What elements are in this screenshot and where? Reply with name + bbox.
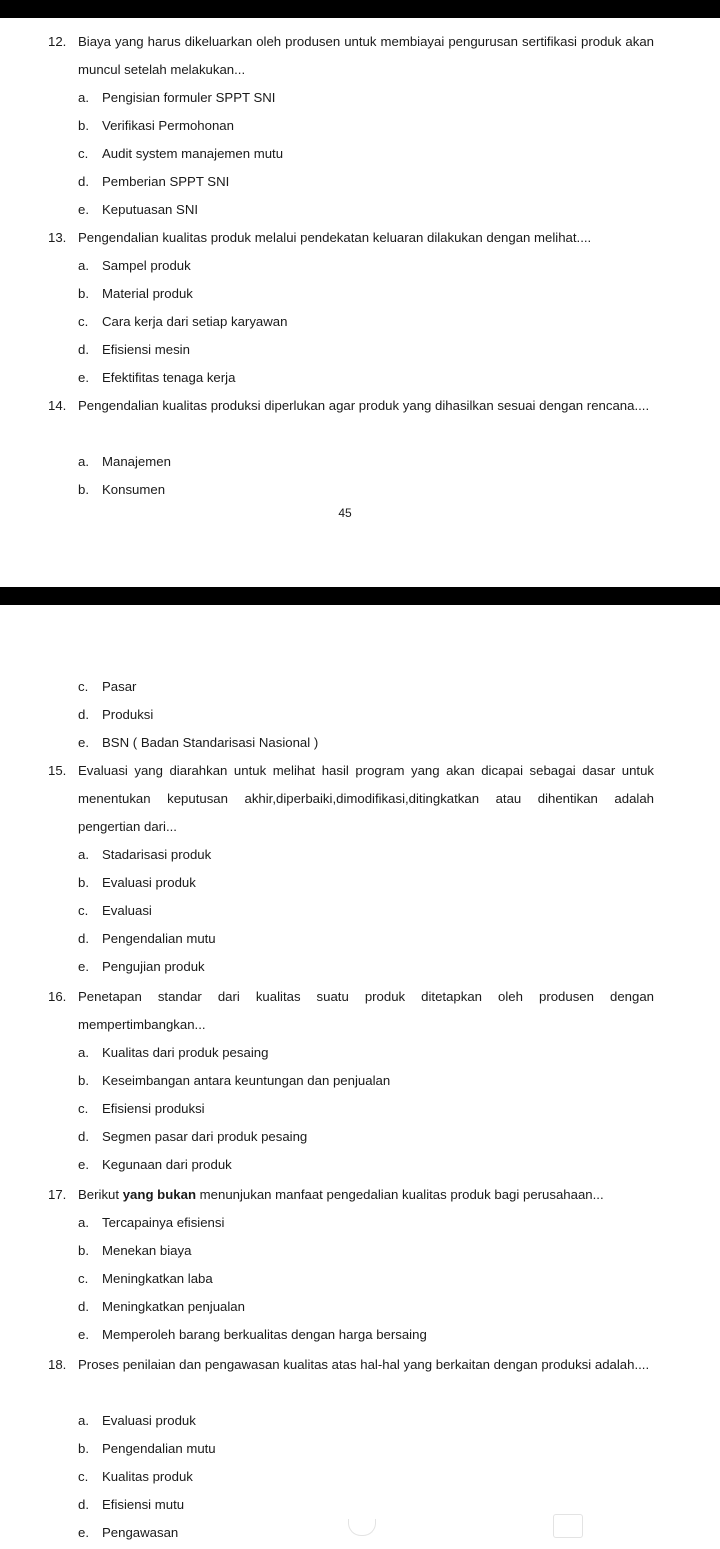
option-17e: e. Memperoleh barang berkualitas dengan harga bersaing <box>78 1327 427 1342</box>
question-17 <box>48 1181 654 1209</box>
option-17d: d. Meningkatkan penjualan <box>78 1299 245 1314</box>
question-text: Pengendalian kualitas produksi diperlukan agar produk yang dihasilkan sesuai dengan rencana.... <box>78 398 650 413</box>
option-12c: c. Audit system manajemen mutu <box>78 146 284 161</box>
option-12e: e. Keputuasan SNI <box>78 202 199 217</box>
page-46 <box>0 605 720 1549</box>
page-number: 45 <box>338 506 352 520</box>
option-18b: b. Pengendalian mutu <box>78 1441 216 1456</box>
option-16a: a. Kualitas dari produk pesaing <box>78 1045 269 1060</box>
option-17b: b. Menekan biaya <box>78 1243 192 1258</box>
option-16c: c. Efisiensi produksi <box>78 1101 205 1116</box>
option-15a: a. Stadarisasi produk <box>78 847 212 862</box>
option-12a: a. Pengisian formuler SPPT SNI <box>78 90 276 105</box>
option-13d: d. Efisiensi mesin <box>78 342 190 357</box>
option-12d: d. Pemberian SPPT SNI <box>78 174 230 189</box>
question-number: 16. <box>48 989 67 1004</box>
option-13a: a. Sampel produk <box>78 258 191 273</box>
question-text: Pengendalian kualitas produk melalui pendekatan keluaran dilakukan dengan melihat.... <box>78 230 592 245</box>
emphasis-text: yang bukan <box>122 1187 196 1202</box>
option-15e: e. Pengujian produk <box>78 959 205 974</box>
option-15d: d. Pengendalian mutu <box>78 931 216 946</box>
option-17c: c. Meningkatkan laba <box>78 1271 213 1286</box>
top-black-bar <box>0 0 720 18</box>
option-13e: e. Efektifitas tenaga kerja <box>78 370 236 385</box>
option-16b: b. Keseimbangan antara keuntungan dan penjualan <box>78 1073 391 1088</box>
question-number: 18. <box>48 1357 67 1372</box>
option-13c: c. Cara kerja dari setiap karyawan <box>78 314 288 329</box>
option-14e: e. BSN ( Badan Standarisasi Nasional ) <box>78 735 319 750</box>
option-14a: a. Manajemen <box>78 454 171 469</box>
option-13b: b. Material produk <box>78 286 193 301</box>
question-text: Evaluasi yang diarahkan untuk melihat hasil program yang akan dicapai sebagai dasar untuk menentukan keputusan akhir,diperbaiki,dimodifikasi,ditingkatkan atau dihentikan adalah pengertian dari... <box>78 763 654 834</box>
option-12b: b. Verifikasi Permohonan <box>78 118 234 133</box>
question-number: 13. <box>48 230 67 245</box>
faint-overlay-mark <box>553 1514 583 1538</box>
question-18 <box>48 1351 654 1379</box>
question-text: Berikut yang bukan menunjukan manfaat pengedalian kualitas produk bagi perusahaan... <box>78 1187 604 1202</box>
question-number: 15. <box>48 763 67 778</box>
option-15b: b. Evaluasi produk <box>78 875 196 890</box>
question-13 <box>48 224 654 252</box>
question-16 <box>48 983 654 1039</box>
option-18c: c. Kualitas produk <box>78 1469 193 1484</box>
option-18d: d. Efisiensi mutu <box>78 1497 185 1512</box>
page-separator-bar <box>0 587 720 605</box>
option-14d: d. Produksi <box>78 707 154 722</box>
question-number: 14. <box>48 398 67 413</box>
question-number: 17. <box>48 1187 67 1202</box>
question-text: Biaya yang harus dikeluarkan oleh produsen untuk membiayai pengurusan sertifikasi produk akan muncul setelah melakukan... <box>78 34 654 77</box>
option-18e: e. Pengawasan <box>78 1525 179 1540</box>
page-45 <box>0 18 720 587</box>
question-text: Penetapan standar dari kualitas suatu produk ditetapkan oleh produsen dengan mempertimbangkan... <box>78 989 654 1032</box>
option-14c: c. Pasar <box>78 679 137 694</box>
question-text: Proses penilaian dan pengawasan kualitas atas hal-hal yang berkaitan dengan produksi adalah.... <box>78 1357 650 1372</box>
question-15 <box>48 757 654 841</box>
question-14 <box>48 392 654 420</box>
option-16d: d. Segmen pasar dari produk pesaing <box>78 1129 308 1144</box>
option-17a: a. Tercapainya efisiensi <box>78 1215 225 1230</box>
option-14b: b. Konsumen <box>78 482 166 497</box>
option-15c: c. Evaluasi <box>78 903 152 918</box>
option-16e: e. Kegunaan dari produk <box>78 1157 232 1172</box>
option-18a: a. Evaluasi produk <box>78 1413 196 1428</box>
question-12 <box>48 28 654 84</box>
question-number: 12. <box>48 34 67 49</box>
